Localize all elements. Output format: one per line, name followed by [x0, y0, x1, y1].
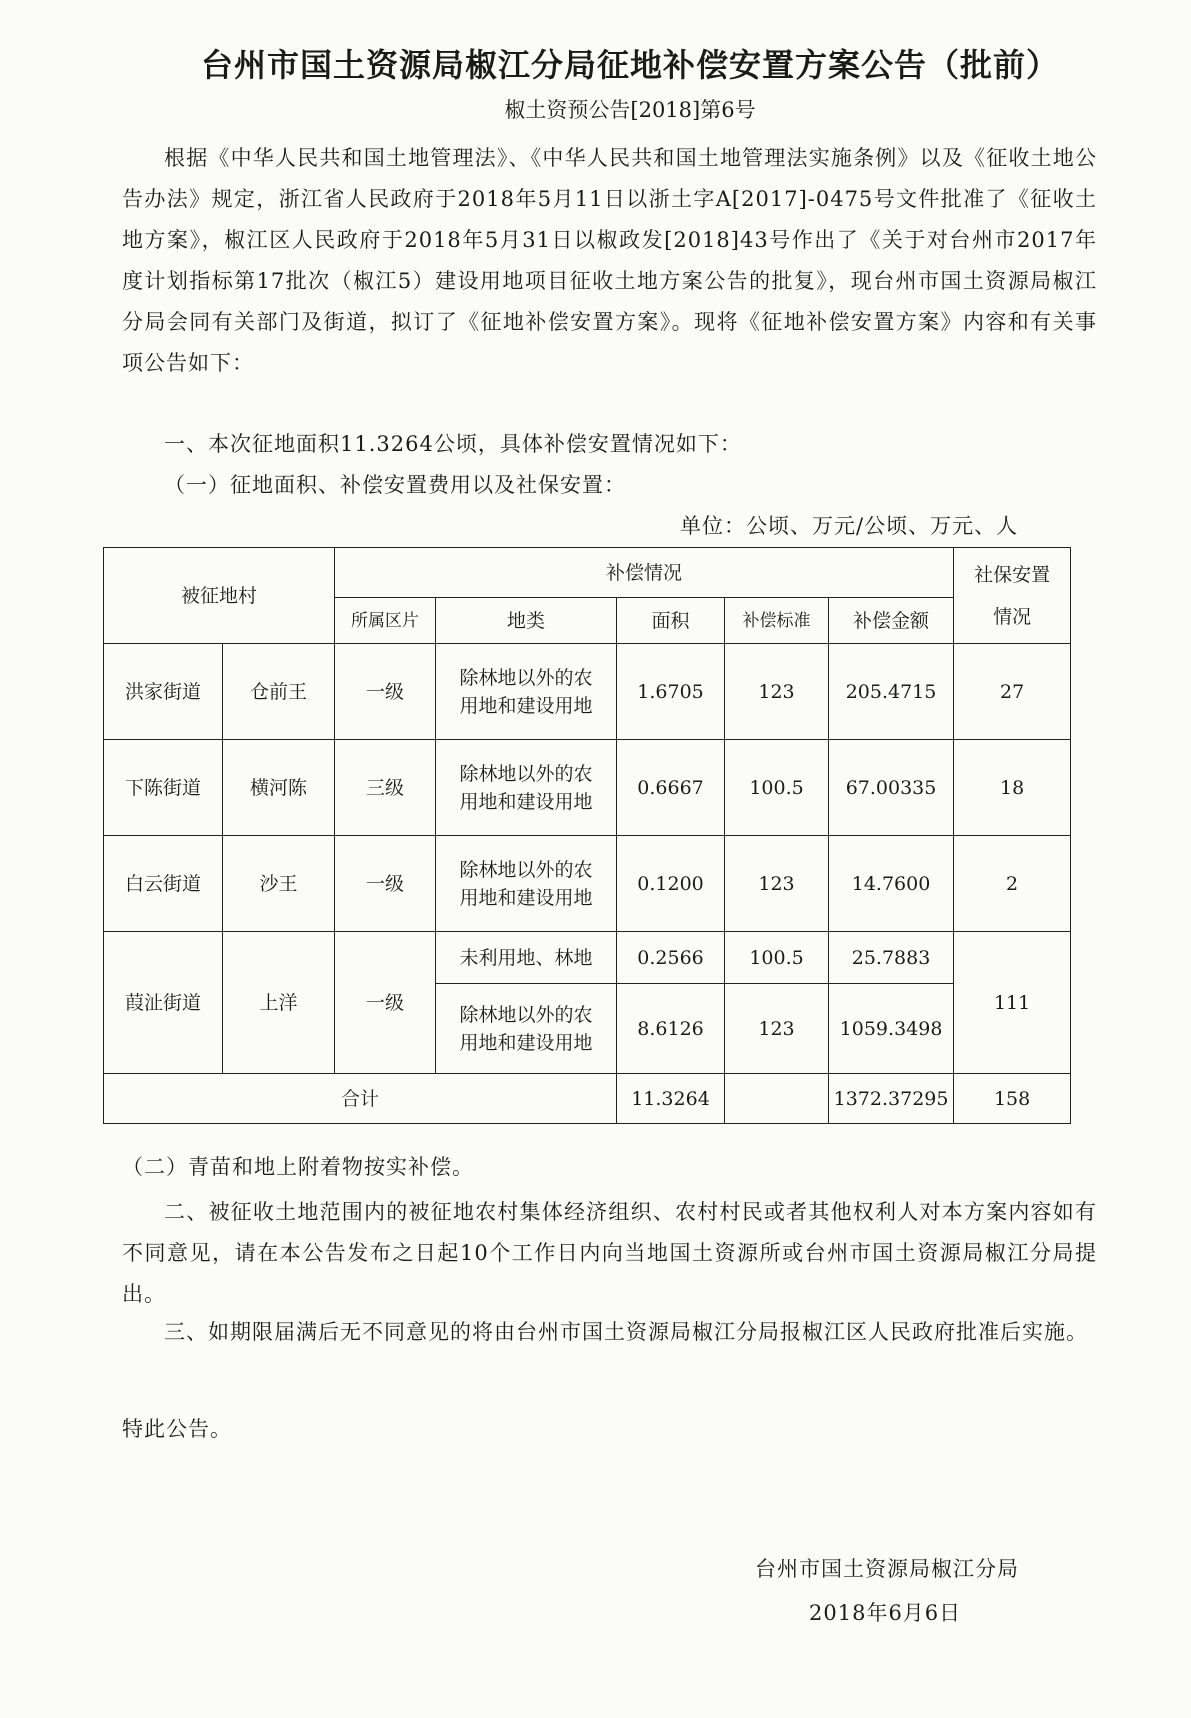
cell-area: 0.1200: [617, 836, 725, 932]
cell-social: 111: [954, 932, 1071, 1074]
cell-amount: 25.7883: [829, 932, 954, 984]
section-2-paragraph: 二、被征收土地范围内的被征地农村集体经济组织、农村村民或者其他权利人对本方案内容如有不同意见，请在本公告发布之日起10个工作日内向当地国土资源所或台州市国土资源局椒江分局提出。: [122, 1200, 1097, 1306]
header-area: 面积: [617, 598, 725, 644]
total-amount: 1372.37295: [829, 1074, 954, 1124]
cell-area: 0.2566: [617, 932, 725, 984]
cell-zone: 三级: [335, 740, 436, 836]
header-social-security-line-1: 社保安置: [974, 563, 1051, 586]
document-title: 台州市国土资源局椒江分局征地补偿安置方案公告（批前）: [200, 46, 1059, 84]
header-village: 被征地村: [104, 548, 335, 644]
cell-amount: 14.7600: [829, 836, 954, 932]
cell-amount: 67.00335: [829, 740, 954, 836]
document-date: 2018年6月6日: [809, 1601, 962, 1625]
cell-area: 0.6667: [617, 740, 725, 836]
header-standard: 补偿标准: [725, 598, 829, 644]
cell-land-type: 除林地以外的农 用地和建设用地: [436, 740, 617, 836]
cell-land-type: 未利用地、林地: [436, 932, 617, 984]
cell-village: 沙王: [223, 836, 335, 932]
closing-line: 特此公告。: [122, 1417, 232, 1441]
table-total-row: [104, 1074, 1071, 1124]
header-zone: 所属区片: [335, 598, 436, 644]
cell-standard: 100.5: [725, 932, 829, 984]
cell-amount: 205.4715: [829, 644, 954, 740]
header-social-security: [954, 548, 1071, 644]
compensation-table: [103, 547, 1071, 1124]
cell-standard: 123: [725, 836, 829, 932]
header-amount: 补偿金额: [829, 598, 954, 644]
cell-street: 葭沚街道: [104, 932, 223, 1074]
cell-zone: 一级: [335, 932, 436, 1074]
table-row: [104, 740, 1071, 836]
table-row: [104, 836, 1071, 932]
cell-zone: 一级: [335, 644, 436, 740]
section-3-paragraph: 三、如期限届满后无不同意见的将由台州市国土资源局椒江分局报椒江区人民政府批准后实施。: [164, 1320, 1088, 1344]
cell-village: 仓前王: [223, 644, 335, 740]
cell-standard: 123: [725, 644, 829, 740]
header-compensation: 补偿情况: [335, 548, 954, 598]
table-row: [104, 644, 1071, 740]
total-social: 158: [954, 1074, 1071, 1124]
signature: 台州市国土资源局椒江分局: [755, 1557, 1019, 1581]
total-area: 11.3264: [617, 1074, 725, 1124]
cell-village: 横河陈: [223, 740, 335, 836]
cell-street: 白云街道: [104, 836, 223, 932]
cell-social: 18: [954, 740, 1071, 836]
total-label: 合计: [104, 1074, 617, 1124]
total-standard-empty: [725, 1074, 829, 1124]
cell-land-type: 除林地以外的农 用地和建设用地: [436, 836, 617, 932]
cell-social: 2: [954, 836, 1071, 932]
intro-paragraph: 根据《中华人民共和国土地管理法》、《中华人民共和国土地管理法实施条例》以及《征收土地公告办法》规定，浙江省人民政府于2018年5月11日以浙土字A[2017]-0475号文件批准了《征收土地方案》，椒江区人民政府于2018年5月31日以椒政发[2018]43号作出了《关于对台州市2017年度计划指标第17批次（椒江5）建设用地项目征收土地方案公告的批复》，现台州市国土资源局椒江分局会同有关部门及街道，拟订了《征地补偿安置方案》。现将《征地补偿安置方案》内容和有关事项公告如下：: [122, 146, 1097, 375]
cell-land-type: 除林地以外的农 用地和建设用地: [436, 644, 617, 740]
section-1-heading: 一、本次征地面积11.3264公顷，具体补偿安置情况如下：: [164, 432, 742, 456]
cell-street: 洪家街道: [104, 644, 223, 740]
cell-area: 1.6705: [617, 644, 725, 740]
cell-land-type: 除林地以外的农 用地和建设用地: [436, 984, 617, 1074]
header-land-type: 地类: [436, 598, 617, 644]
cell-social: 27: [954, 644, 1071, 740]
cell-standard: 123: [725, 984, 829, 1074]
section-1-sub-1: （一）征地面积、补偿安置费用以及社保安置：: [164, 473, 626, 497]
document-number: 椒土资预公告[2018]第6号: [504, 98, 756, 122]
cell-area: 8.6126: [617, 984, 725, 1074]
cell-amount: 1059.3498: [829, 984, 954, 1074]
cell-standard: 100.5: [725, 740, 829, 836]
table-row: [104, 932, 1071, 984]
cell-village: 上洋: [223, 932, 335, 1074]
cell-street: 下陈街道: [104, 740, 223, 836]
cell-zone: 一级: [335, 836, 436, 932]
unit-note: 单位：公顷、万元/公顷、万元、人: [680, 514, 1019, 538]
header-social-security-line-2: 情况: [993, 605, 1032, 628]
section-1-sub-2: （二）青苗和地上附着物按实补偿。: [122, 1155, 474, 1179]
